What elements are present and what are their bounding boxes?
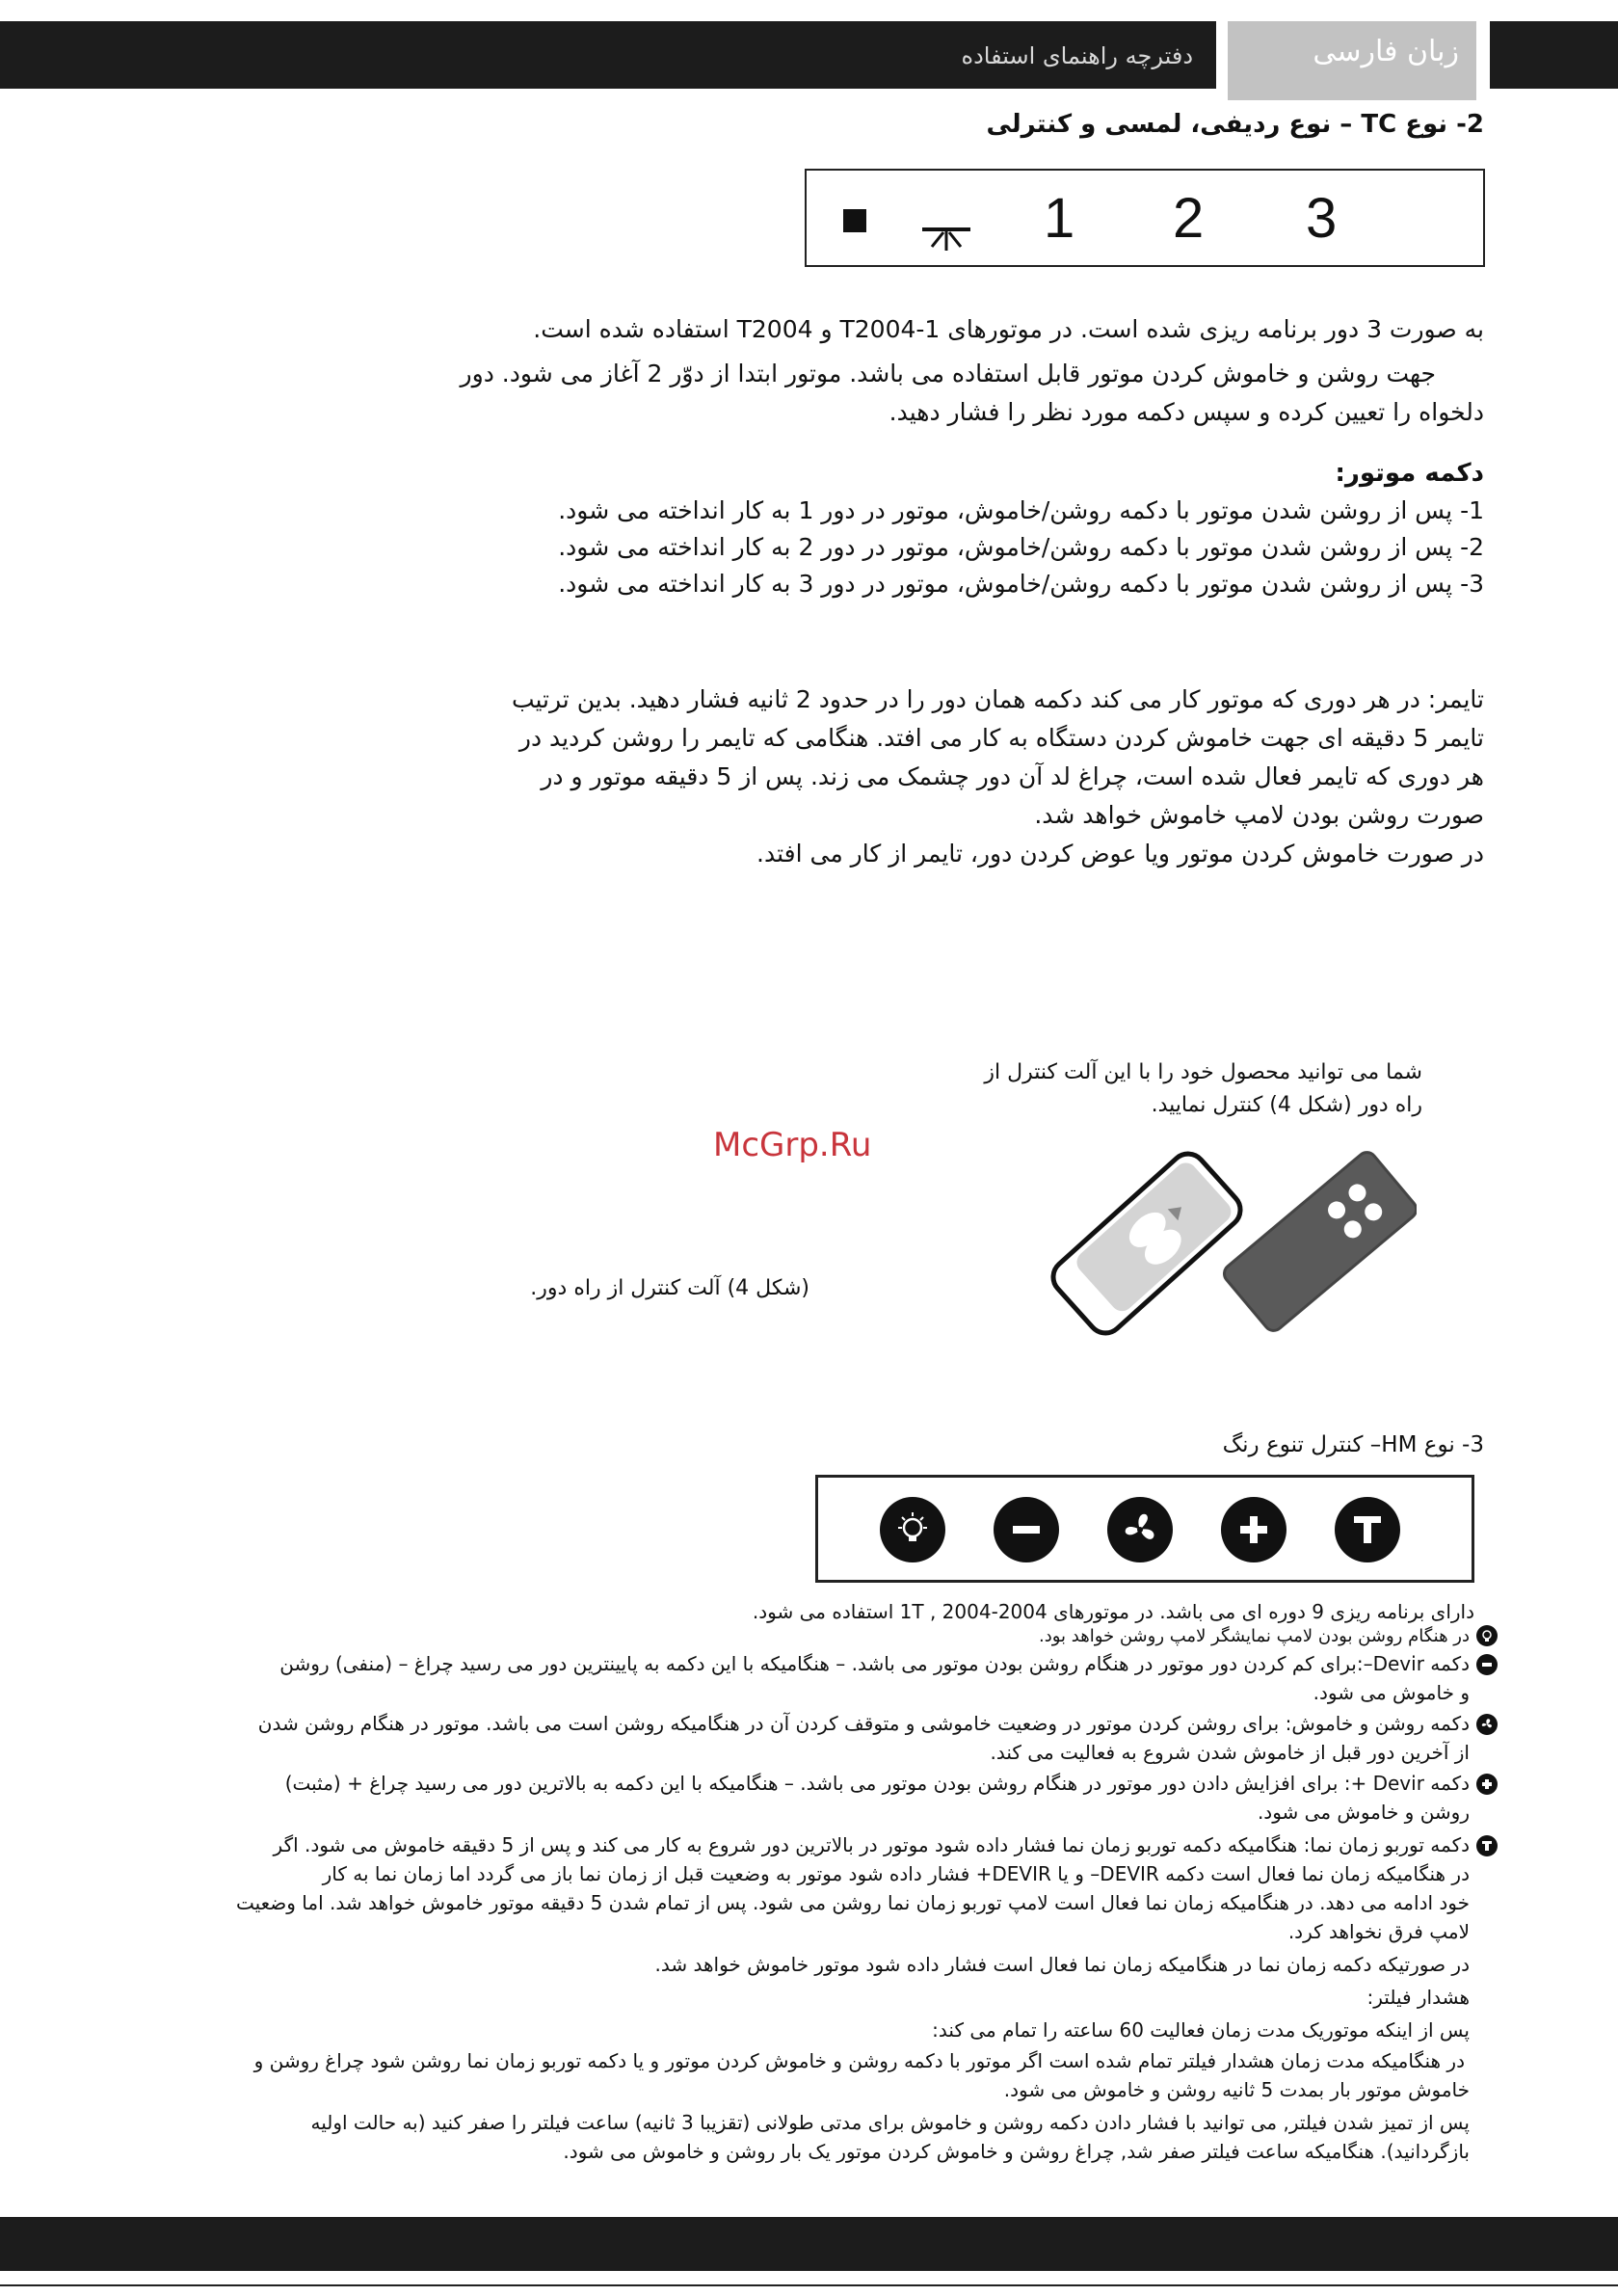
motor-line: 1- پس از روشن شدن موتور با دکمه روشن/خاموش، موتور در دور 1 به کار انداخته می شود. — [558, 496, 1484, 524]
hm-line: پس از تمیز شدن فیلتر, می توانید با فشار دادن دکمه روشن و خاموش برای مدتی طولانی (تقزیبا 3 ثانیه) ساعت فیلتر را صفر کنید (به حالت اولیه — [310, 2111, 1470, 2134]
timer-t-icon — [1335, 1497, 1400, 1562]
hm-control-panel — [815, 1475, 1474, 1583]
timer-line: در صورت خاموش کردن موتور ویا عوض کردن دور، تایمر از کار می افتد. — [756, 840, 1484, 868]
tc-intro-line: دلخواه را تعیین کرده و سپس دکمه مورد نظر را فشار دهید. — [889, 398, 1484, 426]
speed-1-label: 1 — [1044, 187, 1075, 250]
plus-icon — [1476, 1774, 1498, 1795]
language-tab-label: زبان فارسی — [1313, 35, 1459, 68]
hm-line: پس از اینکه موتوریک مدت زمان فعالیت 60 ساعته را تمام می کند: — [932, 2018, 1470, 2042]
hm-line: دکمه روشن و خاموش: برای روشن کردن موتور در وضعیت خاموشی و متوقف کردن آن در هنگامیکه روشن است می باشد. موتور در هنگام روشن شدن — [257, 1712, 1470, 1735]
tc-heading: 2- نوع TC – نوع ردیفی، لمسی و کنترلی — [986, 110, 1484, 139]
timer-line: صورت روشن بودن لامپ خاموش خواهد شد. — [1034, 801, 1484, 829]
filter-warning-heading: هشدار فیلتر: — [1366, 1986, 1470, 2009]
speed-3-label: 3 — [1306, 187, 1338, 250]
hm-line: دارای برنامه ریزی 9 دوره ای می باشد. در موتورهای 2004-1T , 2004 استفاده می شود. — [752, 1600, 1474, 1623]
timer-line: هر دوری که تایمر فعال شده است، چراغ لد آن دور چشمک می زند. پس از 5 دقیقه موتور و در — [541, 762, 1484, 790]
remote-text-line: شما می توانید محصول خود را با این آلت کنترل از — [984, 1060, 1422, 1084]
minus-icon — [994, 1497, 1059, 1562]
timer-t-icon — [1476, 1835, 1498, 1856]
footer-line — [0, 2284, 1618, 2286]
hm-line: در هنگامیکه مدت زمان هشدار فیلتر تمام شده است اگر موتور با دکمه روشن و خاموش کردن موتور و یا دکمه توربو زمان نما روشن شود چراغ روشن و — [253, 2049, 1465, 2072]
motor-button-heading: دکمه موتور: — [1335, 459, 1484, 488]
hm-line: لامپ فرق نخواهد کرد. — [1287, 1920, 1470, 1943]
motor-line: 2- پس از روشن شدن موتور با دکمه روشن/خاموش، موتور در دور 2 به کار انداخته می شود. — [558, 533, 1484, 561]
timer-line: تایمر 5 دقیقه ای جهت خاموش کردن دستگاه به کار می افتد. هنگامی که تایمر را روشن کردید در — [518, 724, 1484, 752]
hm-line: دکمه توربو زمان نما: هنگامیکه دکمه توربو زمان نما فشار داده شود موتور در بالاترین دور شروع به کار می کند و پس از 5 دقیقه خاموش می شود. اگر — [273, 1833, 1470, 1856]
speed-2-label: 2 — [1173, 187, 1205, 250]
lamp-icon — [880, 1497, 945, 1562]
hm-line: در هنگام روشن بودن لامپ نمایشگر لامپ روشن خواهد بود. — [1039, 1626, 1470, 1646]
hm-line: خود ادامه می دهد. در هنگامیکه زمان نما فعال است لامپ توربو زمان نما روشن می شود. پس از تمام شدن 5 دقیقه موتور خاموش خواهد شد. اما وضعیت — [235, 1891, 1470, 1914]
hm-line: در صورتیکه دکمه زمان نما در هنگامیکه زمان نما فعال است فشار داده شود موتور خاموش خواهد شد. — [654, 1953, 1470, 1976]
fan-icon — [1107, 1497, 1173, 1562]
watermark: McGrp.Ru — [713, 1126, 872, 1164]
fan-icon — [1476, 1714, 1498, 1735]
hm-line: در هنگامیکه زمان نما فعال است دکمه DEVIR– و یا DEVIR+ فشار داده شود موتور به وضعیت قبل از زمان نما باز می گردد اما زمان نما به کار — [322, 1862, 1470, 1885]
lamp-icon — [920, 203, 972, 265]
tc-intro-line: جهت روشن و خاموش کردن موتور قابل استفاده می باشد. موتور ابتدا از دوّر 2 آغاز می شود. دور — [460, 360, 1436, 387]
tc-intro-line: به صورت 3 دور برنامه ریزی شده است. در موتورهای T2004-1 و T2004 استفاده شده است. — [533, 315, 1484, 343]
minus-icon — [1476, 1654, 1498, 1675]
motor-line: 3- پس از روشن شدن موتور با دکمه روشن/خاموش، موتور در دور 3 به کار انداخته می شود. — [558, 570, 1484, 598]
tc-control-panel — [805, 169, 1485, 267]
hm-line: خاموش موتور بار بمدت 5 ثانیه روشن و خاموش می شود. — [1003, 2078, 1470, 2101]
stop-square-icon — [843, 209, 866, 232]
lamp-icon — [1476, 1625, 1498, 1646]
remote-control-figure — [1041, 1147, 1417, 1353]
plus-icon — [1221, 1497, 1286, 1562]
hm-line: روشن و خاموش می شود. — [1257, 1801, 1470, 1824]
timer-line: تایمر: در هر دوری که موتور کار می کند دکمه همان دور را در حدود 2 ثانیه فشار دهید. بدین ترتیب — [511, 685, 1484, 713]
hm-heading: 3- نوع HM– کنترل تنوع رنگ — [1222, 1432, 1484, 1457]
footer-bar — [0, 2217, 1618, 2271]
hm-line: دکمه Devir +: برای افزایش دادن دور موتور در هنگام روشن بودن موتور می باشد. – هنگامیکه با این دکمه به بالاترین دور می رسید چراغ + (مثبت) — [284, 1772, 1470, 1795]
hm-line: بازگردانید). هنگامیکه ساعت فیلتر صفر شد, چراغ روشن و خاموش کردن موتور یک بار روشن و خاموش می شود. — [563, 2140, 1470, 2163]
manual-title: دفترچه راهنمای استفاده — [961, 42, 1193, 69]
hm-line: از آخرین دور قبل از خاموش شدن شروع به فعالیت می کند. — [990, 1741, 1470, 1764]
hm-line: و خاموش می شود. — [1313, 1681, 1470, 1704]
remote-caption: (شکل 4) آلت کنترل از راه دور. — [530, 1276, 809, 1300]
remote-text-line: راه دور (شکل 4) کنترل نمایید. — [1151, 1093, 1422, 1117]
hm-line: دکمه Devir–:برای کم کردن دور موتور در هنگام روشن بودن موتور می باشد. – هنگامیکه با این دکمه به پایینترین دور می رسید چراغ – (منفی) روشن — [279, 1652, 1470, 1675]
